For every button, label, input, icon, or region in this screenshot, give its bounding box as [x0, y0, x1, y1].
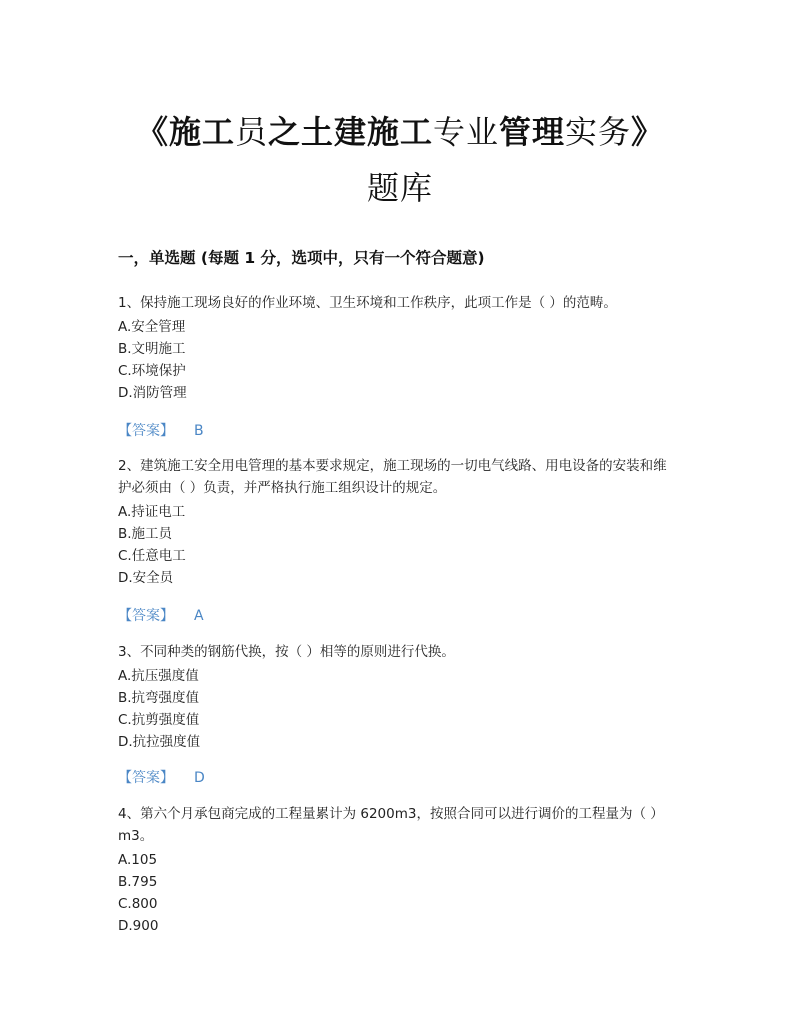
answer-value: A: [194, 608, 204, 624]
option-c: C.抗剪强度值: [118, 712, 200, 728]
question-1: [118, 292, 678, 404]
question-stem: 4、第六个月承包商完成的工程量累计为 6200m3，按照合同可以进行调价的工程量为（ ）m3。: [118, 806, 664, 844]
option-d: D.抗拉强度值: [118, 734, 201, 750]
question-stem: 1、保持施工现场良好的作业环境、卫生环境和工作秩序，此项工作是（ ）的范畴。: [118, 295, 617, 311]
option-b: B.795: [118, 874, 158, 890]
question-2: [118, 455, 678, 589]
title-part: 专业: [432, 113, 499, 151]
option-b: B.文明施工: [118, 341, 186, 357]
option-b: B.抗弯强度值: [118, 690, 200, 706]
answer-3: [118, 767, 205, 787]
title-part: 管理: [499, 113, 566, 151]
option-a: A.安全管理: [118, 319, 186, 335]
answer-label: 【答案】: [118, 423, 174, 439]
option-a: A.抗压强度值: [118, 668, 199, 684]
title-line-2: 题库: [366, 169, 433, 207]
title-part: 《施工: [135, 113, 235, 151]
answer-label: 【答案】: [118, 608, 174, 624]
title-line-1: [60, 104, 740, 160]
question-stem: 3、不同种类的钢筋代换，按（ ）相等的原则进行代换。: [118, 644, 455, 660]
title-part: 》: [631, 113, 665, 151]
option-c: C.环境保护: [118, 363, 186, 379]
answer-1: [118, 420, 204, 440]
answer-value: B: [194, 423, 204, 439]
section-heading: 一，单选题 (每题 1 分，选项中，只有一个符合题意): [118, 249, 485, 267]
title-part: 实务: [565, 113, 632, 151]
option-a: A.持证电工: [118, 504, 186, 520]
page-title: [60, 104, 740, 216]
question-stem: 2、建筑施工安全用电管理的基本要求规定，施工现场的一切电气线路、用电设备的安装和维护必须由（ ）负责，并严格执行施工组织设计的规定。: [118, 458, 667, 496]
answer-label: 【答案】: [118, 770, 174, 786]
title-part: 员: [234, 113, 268, 151]
option-c: C.任意电工: [118, 548, 186, 564]
option-b: B.施工员: [118, 526, 173, 542]
option-c: C.800: [118, 896, 158, 912]
option-d: D.900: [118, 918, 159, 934]
question-3: [118, 641, 678, 753]
option-d: D.消防管理: [118, 385, 187, 401]
option-d: D.安全员: [118, 570, 174, 586]
answer-value: D: [194, 770, 205, 786]
question-4: [118, 803, 678, 937]
title-part: 之土建施工: [267, 113, 433, 151]
answer-2: [118, 605, 204, 625]
option-a: A.105: [118, 852, 158, 868]
